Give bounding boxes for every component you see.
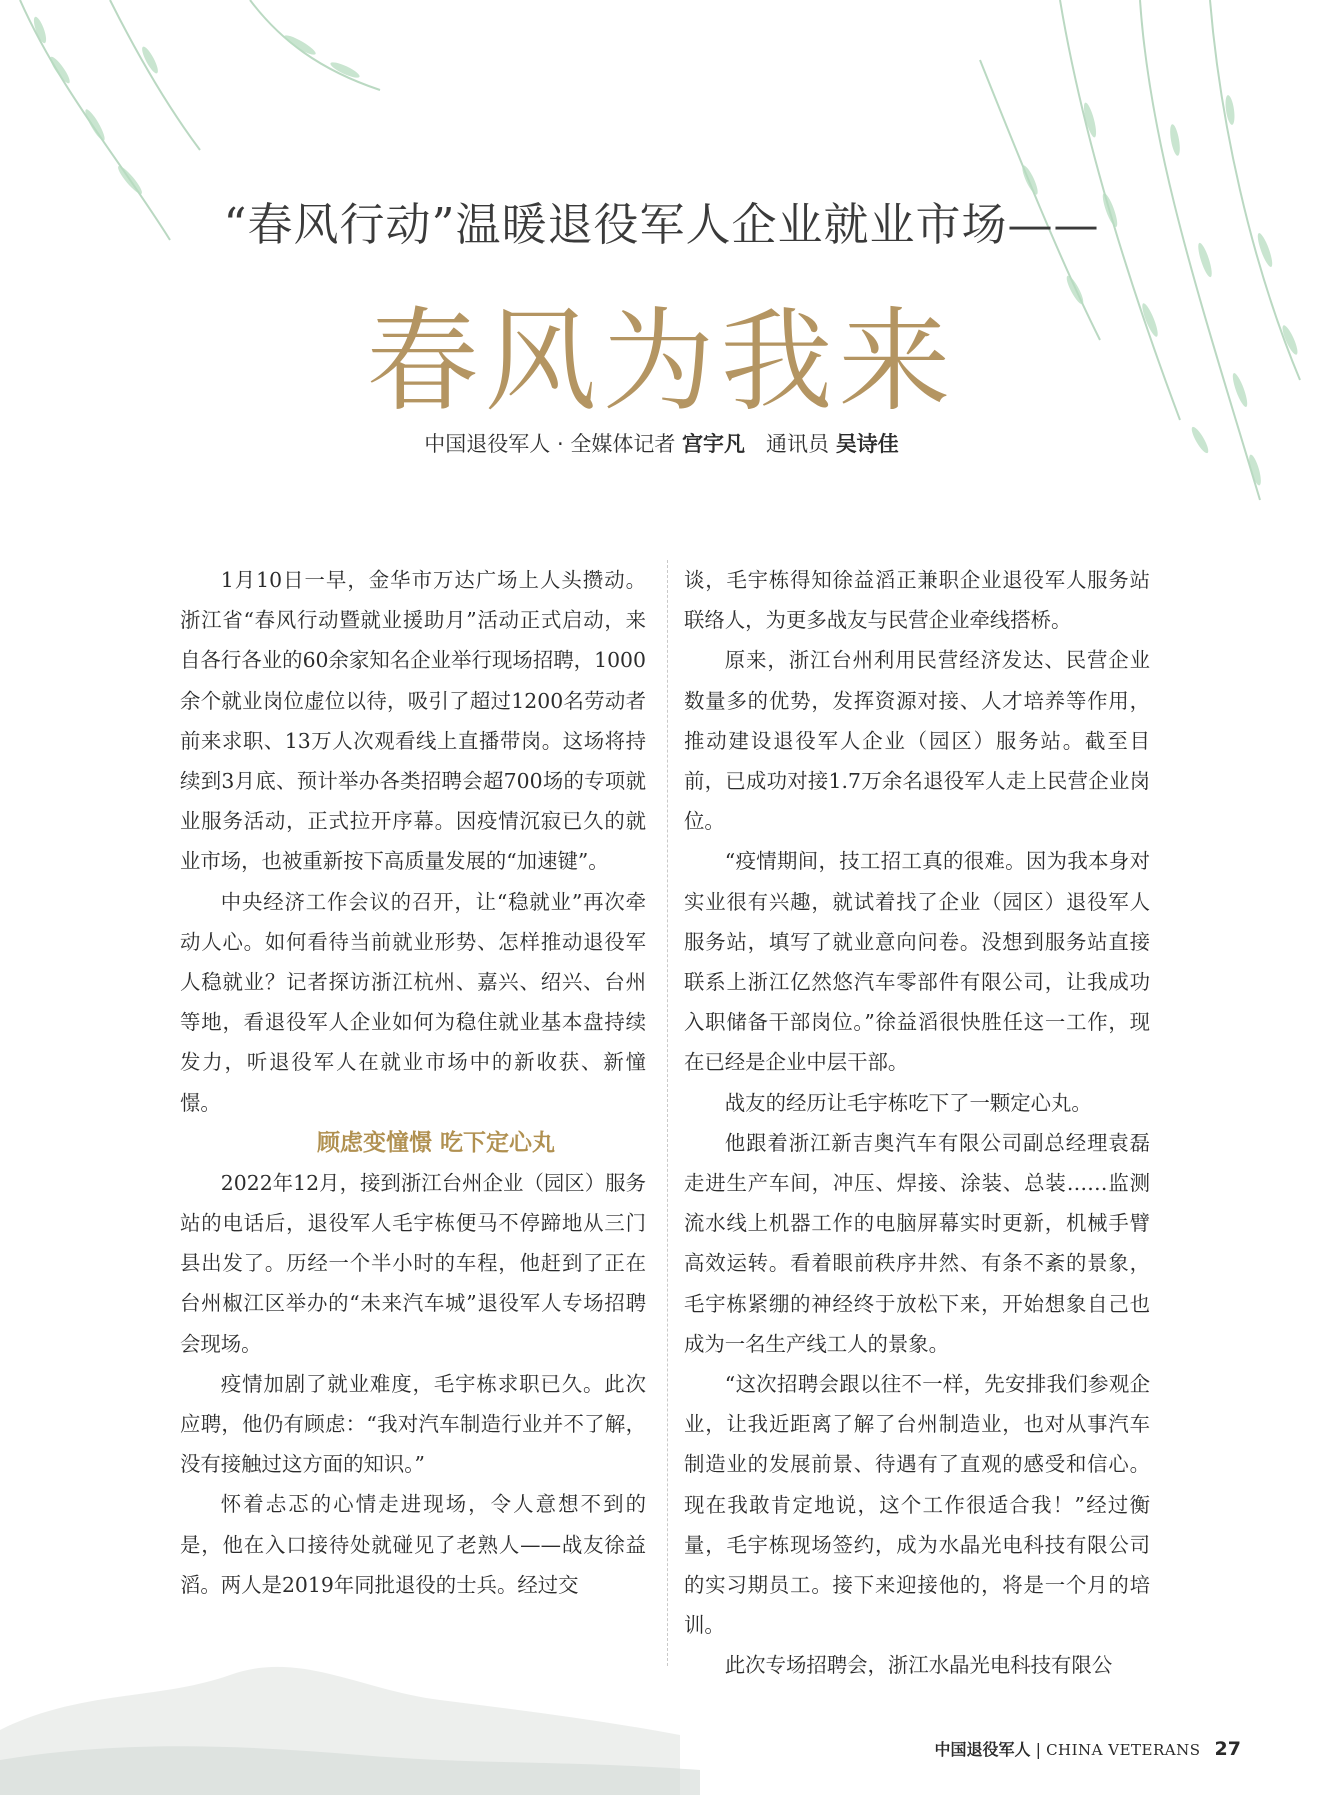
byline: [0, 428, 1323, 458]
byline-outlet: 中国退役军人 · 全媒体记者: [424, 432, 682, 456]
paragraph: 他跟着浙江新吉奥汽车有限公司副总经理袁磊走进生产车间，冲压、焊接、涂装、总装……监测流水线上机器工作的电脑屏幕实时更新，机械手臂高效运转。看着眼前秩序井然、有条不紊的景象，毛宇栋紧绷的神经终于放松下来，开始想象自己也成为一名生产线工人的景象。: [684, 1130, 1150, 1356]
paragraph: 怀着忐忑的心情走进现场，令人意想不到的是，他在入口接待处就碰见了老熟人——战友徐益滔。两人是2019年同批退役的士兵。经过交: [180, 1492, 646, 1597]
paragraph: 战友的经历让毛宇栋吃下了一颗定心丸。: [724, 1090, 1092, 1115]
paragraph: “这次招聘会跟以往不一样，先安排我们参观企业，让我近距离了解了台州制造业，也对从事汽车制造业的发展前景、待遇有了直观的感受和信心。现在我敢肯定地说，这个工作很适合我！”经过衡量，毛宇栋现场签约，成为水晶光电科技有限公司的实习期员工。接下来迎接他的，将是一个月的培训。: [684, 1372, 1150, 1638]
byline-reporter: 宫宇凡: [682, 432, 745, 456]
paragraph: 中央经济工作会议的召开，让“稳就业”再次牵动人心。如何看待当前就业形势、怎样推动退役军人稳就业？记者探访浙江杭州、嘉兴、绍兴、台州等地，看退役军人企业如何为稳住就业基本盘持续发力，听退役军人在就业市场中的新收获、新憧憬。: [180, 889, 646, 1115]
paragraph: 此次专场招聘会，浙江水晶光电科技有限公: [724, 1653, 1113, 1678]
byline-role: 通讯员: [745, 432, 836, 456]
footer-separator: |: [1030, 1740, 1047, 1759]
page-footer: [934, 1737, 1241, 1760]
paragraph: 原来，浙江台州利用民营经济发达、民营企业数量多的优势，发挥资源对接、人才培养等作用，推动建设退役军人企业（园区）服务站。截至目前，已成功对接1.7万余名退役军人走上民营企业岗位。: [684, 648, 1150, 834]
footer-brand-en: CHINA VETERANS: [1046, 1741, 1201, 1759]
column-divider: [667, 560, 668, 1666]
page-number: 27: [1214, 1738, 1241, 1760]
paragraph: 2022年12月，接到浙江台州企业（园区）服务站的电话后，退役军人毛宇栋便马不停蹄地从三门县出发了。历经一个半小时的车程，他赶到了正在台州椒江区举办的“未来汽车城”退役军人专场招聘会现场。: [180, 1170, 646, 1356]
footer-brand: 中国退役军人: [934, 1740, 1031, 1759]
paragraph: 1月10日一早，金华市万达广场上人头攒动。浙江省“春风行动暨就业援助月”活动正式启动，来自各行各业的60余家知名企业举行现场招聘，1000余个就业岗位虚位以待，吸引了超过1200名劳动者前来求职、13万人次观看线上直播带岗。这场将持续到3月底、预计举办各类招聘会超700场的专项就业服务活动，正式拉开序幕。因疫情沉寂已久的就业市场，也被重新按下高质量发展的“加速键”。: [180, 568, 646, 874]
right-column: [684, 560, 1150, 1686]
left-column: [180, 560, 646, 1605]
byline-correspondent: 吴诗佳: [835, 432, 899, 456]
article-title: 春风为我来: [366, 297, 957, 427]
article-kicker: “春风行动”温暖退役军人企业就业市场——: [223, 198, 1100, 251]
section-subhead: 顾虑变憧憬 吃下定心丸: [316, 1129, 555, 1156]
paragraph: 疫情加剧了就业难度，毛宇栋求职已久。此次应聘，他仍有顾虑：“我对汽车制造行业并不了解，没有接触过这方面的知识。”: [180, 1371, 646, 1477]
paragraph: 谈，毛宇栋得知徐益滔正兼职企业退役军人服务站联络人，为更多战友与民营企业牵线搭桥。: [684, 568, 1150, 633]
paragraph: “疫情期间，技工招工真的很难。因为我本身对实业很有兴趣，就试着找了企业（园区）退役军人服务站，填写了就业意向问卷。没想到服务站直接联系上浙江亿然悠汽车零部件有限公司，让我成功入职储备干部岗位。”徐益滔很快胜任这一工作，现在已经是企业中层干部。: [684, 849, 1150, 1075]
